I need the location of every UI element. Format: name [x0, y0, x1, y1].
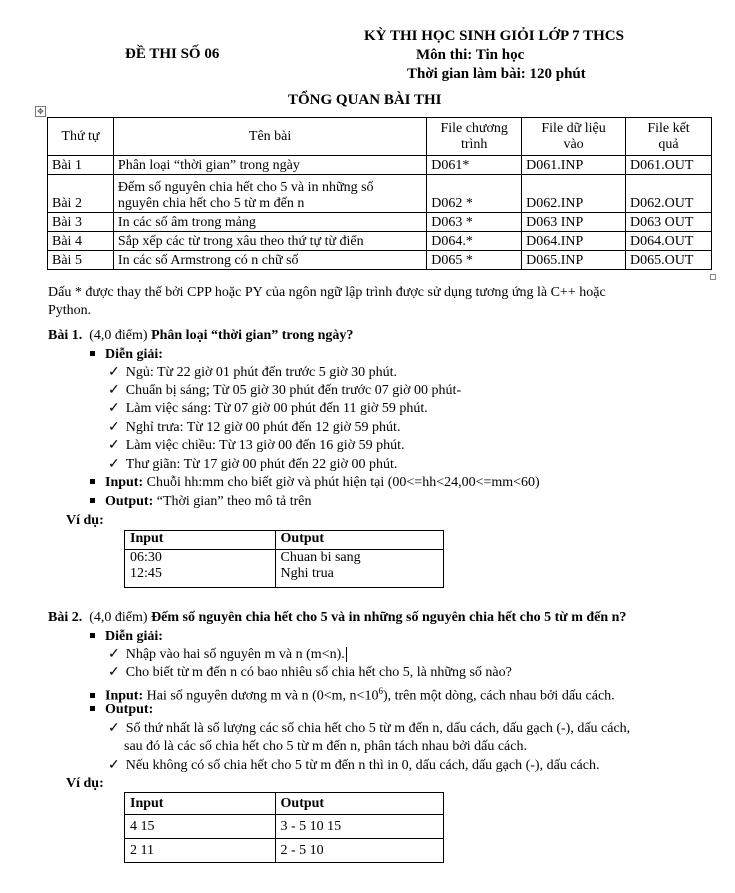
table-row [125, 793, 444, 815]
list-item: ✓ Cho biết từ m đến n có bao nhiêu số chia hết cho 5, là những số nào? [108, 665, 512, 680]
checkmark-icon: ✓ [108, 383, 120, 398]
square-bullet-icon [90, 633, 95, 638]
row-output-file: D062.OUT [626, 175, 712, 213]
table-row [48, 232, 712, 251]
row-name: In các số Armstrong có n chữ số [113, 251, 426, 270]
table-row [125, 839, 444, 863]
col-header-output: File kết quả [626, 118, 712, 156]
list-item: ✓ Nếu không có số chia hết cho 5 từ m đến n thì in 0, dấu cách, dấu gạch (-), dấu cách. [108, 758, 600, 773]
list-item: ✓ Làm việc chiều: Từ 13 giờ 00 đến 16 giờ 59 phút. [108, 438, 405, 453]
example-output: Chuan bi sang Nghi trua [275, 550, 443, 588]
bai1-output: Output: “Thời gian” theo mô tả trên [90, 493, 311, 510]
row-name: Sắp xếp các từ trong xâu theo thứ tự từ điển [113, 232, 426, 251]
bai2-output: Output: [90, 701, 153, 718]
square-bullet-icon [90, 706, 95, 711]
note-line: Dấu * được thay thế bởi CPP hoặc PY của ngôn ngữ lập trình được sử dụng tương ứng là C++ hoặc [48, 285, 606, 300]
row-input-file: D062.INP [522, 175, 626, 213]
table-row [48, 156, 712, 175]
exam-title: KỲ THI HỌC SINH GIỎI LỚP 7 THCS [364, 28, 624, 44]
row-output-file: D061.OUT [626, 156, 712, 175]
square-bullet-icon [90, 498, 95, 503]
table-row [125, 531, 444, 550]
example-header-input: Input [125, 793, 276, 815]
exam-duration: Thời gian làm bài: 120 phút [407, 66, 586, 82]
list-item: ✓ Ngủ: Từ 22 giờ 01 phút đến trước 5 giờ 30 phút. [108, 365, 397, 380]
example-header-output: Output [275, 531, 443, 550]
row-output-file: D065.OUT [626, 251, 712, 270]
example-output: 3 - 5 10 15 [275, 815, 443, 839]
col-header-input: File dữ liệu vào [522, 118, 626, 156]
row-order: Bài 5 [48, 251, 114, 270]
row-program-file: D062 * [427, 175, 522, 213]
exam-subject: Môn thi: Tin học [416, 47, 525, 63]
table-row [48, 175, 712, 213]
checkmark-icon: ✓ [108, 665, 120, 680]
text-cursor [346, 647, 347, 662]
overview-table [47, 117, 712, 270]
col-header-program: File chương trình [427, 118, 522, 156]
checkmark-icon: ✓ [108, 365, 120, 380]
list-item: ✓ Số thứ nhất là số lượng các số chia hết cho 5 từ m đến n, dấu cách, dấu gạch (-), dấu cách, [108, 721, 631, 736]
list-item: ✓ Làm việc sáng: Từ 07 giờ 00 phút đến 11 giờ 59 phút. [108, 401, 428, 416]
checkmark-icon: ✓ [108, 420, 120, 435]
bai2-input: Input: Hai số nguyên dương m và n (0<m, $n<10^6$), trên một dòng, cách nhau bởi dấu cách. [90, 683, 615, 705]
table-row [48, 251, 712, 270]
checkmark-icon: ✓ [108, 647, 120, 662]
bai2-example-label: Ví dụ: [66, 776, 104, 791]
checkmark-icon: ✓ [108, 401, 120, 416]
example-input: 06:30 12:45 [125, 550, 276, 588]
example-header-output: Output [275, 793, 443, 815]
overview-header-row [48, 118, 712, 156]
row-name: Phân loại “thời gian” trong ngày [113, 156, 426, 175]
table-row [125, 550, 444, 588]
table-row [48, 213, 712, 232]
exam-number: ĐỀ THI SỐ 06 [125, 46, 220, 62]
row-program-file: D063 * [427, 213, 522, 232]
bai2-dien-giai: Diễn giải: [90, 628, 163, 645]
bai2-heading: Bài 2. (4,0 điểm) Đếm số nguyên chia hết cho 5 và in những số nguyên chia hết cho 5 từ m đến n? [48, 610, 627, 625]
row-input-file: D064.INP [522, 232, 626, 251]
row-program-file: D061* [427, 156, 522, 175]
checkmark-icon: ✓ [108, 438, 120, 453]
row-output-file: D063 OUT [626, 213, 712, 232]
row-order: Bài 2 [48, 175, 114, 213]
example-output: 2 - 5 10 [275, 839, 443, 863]
square-bullet-icon [90, 351, 95, 356]
example-input: 2 11 [125, 839, 276, 863]
row-program-file: D064.* [427, 232, 522, 251]
col-header-name: Tên bài [113, 118, 426, 156]
checkmark-icon: ✓ [108, 721, 120, 736]
bai1-input: Input: Chuỗi hh:mm cho biết giờ và phút hiện tại (00<=hh<24,00<=mm<60) [90, 474, 540, 491]
example-input: 4 15 [125, 815, 276, 839]
list-item: ✓ Chuẩn bị sáng; Từ 05 giờ 30 phút đến trước 07 giờ 00 phút- [108, 383, 462, 398]
table-row [125, 815, 444, 839]
overview-title: TỔNG QUAN BÀI THI [288, 92, 442, 108]
row-name: Đếm số nguyên chia hết cho 5 và in những số nguyên chia hết cho 5 từ m đến n [113, 175, 426, 213]
row-program-file: D065 * [427, 251, 522, 270]
checkmark-icon: ✓ [108, 457, 120, 472]
list-item: ✓ Nhập vào hai số nguyên m và n (m<n). [108, 647, 345, 662]
bai1-example-label: Ví dụ: [66, 513, 104, 528]
row-order: Bài 3 [48, 213, 114, 232]
move-anchor-icon[interactable]: ✥ [35, 106, 46, 117]
row-name: In các số âm trong mảng [113, 213, 426, 232]
bai1-example-table [124, 530, 444, 588]
row-output-file: D064.OUT [626, 232, 712, 251]
list-item: ✓ Thư giãn: Từ 17 giờ 00 phút đến 22 giờ 00 phút. [108, 457, 398, 472]
bai2-example-table [124, 792, 444, 863]
col-header-order: Thứ tự [48, 118, 114, 156]
bai1-dien-giai: Diễn giải: [90, 346, 163, 363]
list-item-continued: sau đó là các số chia hết cho 5 từ m đến n, phân tách nhau bởi dấu cách. [124, 739, 527, 754]
square-bullet-icon [90, 479, 95, 484]
row-order: Bài 4 [48, 232, 114, 251]
table-resize-handle[interactable] [710, 274, 716, 280]
checkmark-icon: ✓ [108, 758, 120, 773]
example-header-input: Input [125, 531, 276, 550]
list-item: ✓ Nghỉ trưa: Từ 12 giờ 00 phút đến 12 giờ 59 phút. [108, 420, 401, 435]
row-order: Bài 1 [48, 156, 114, 175]
bai1-heading: Bài 1. (4,0 điểm) Phân loại “thời gian” trong ngày? [48, 328, 354, 343]
row-input-file: D061.INP [522, 156, 626, 175]
square-bullet-icon [90, 693, 95, 698]
note-line: Python. [48, 303, 92, 318]
row-input-file: D063 INP [522, 213, 626, 232]
row-input-file: D065.INP [522, 251, 626, 270]
